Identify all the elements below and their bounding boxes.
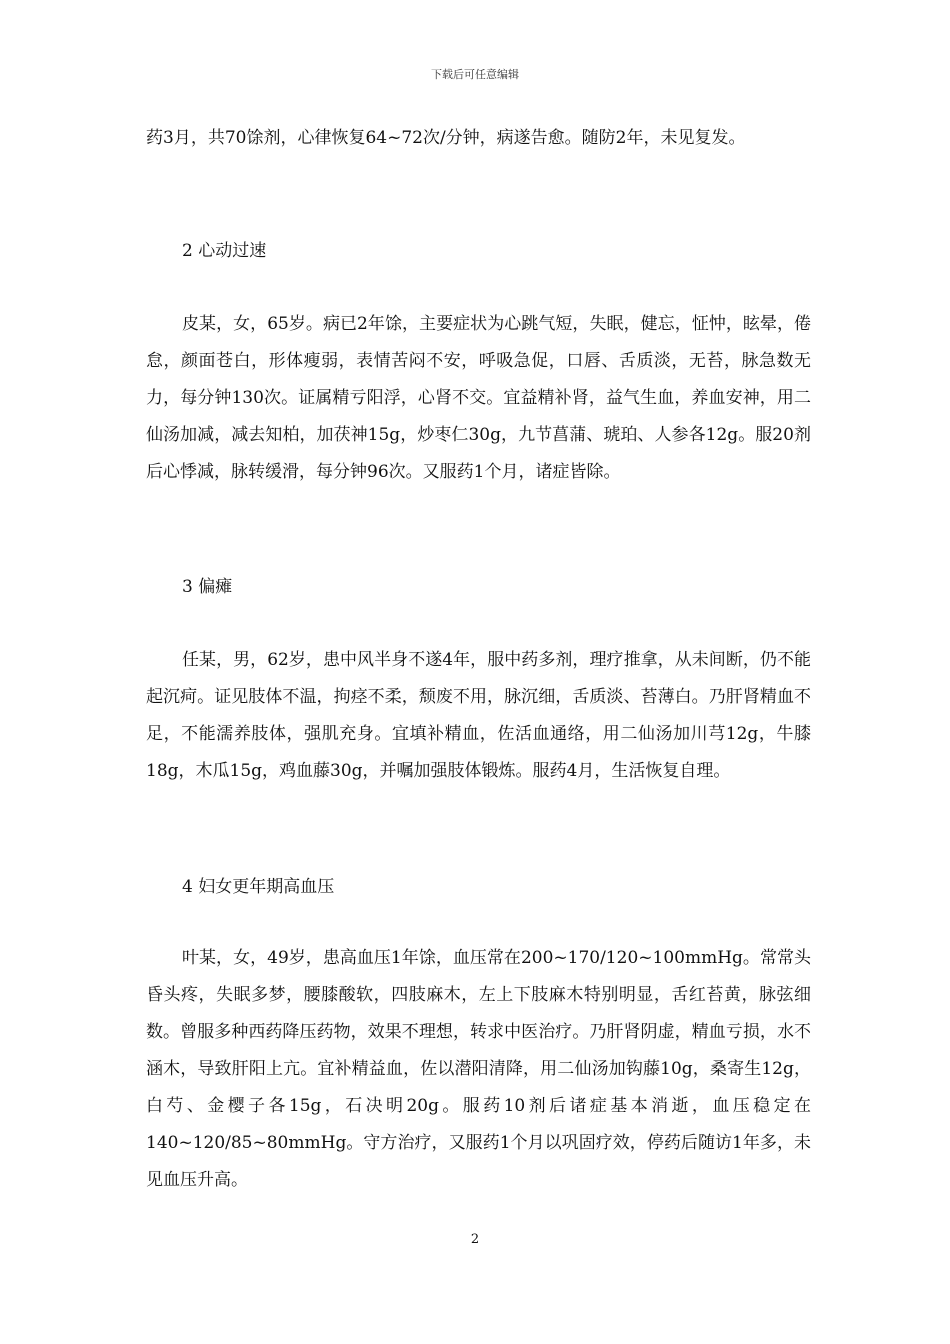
paragraph-continued: 药3月，共70馀剂，心律恢复64~72次/分钟，病遂告愈。随防2年，未见复发。	[146, 128, 746, 148]
section-heading-tachycardia: 2 心动过速	[182, 241, 267, 261]
paragraph-case-hemiplegia: 任某，男，62岁，患中风半身不遂4年，服中药多剂，理疗推拿，从未间断，仍不能起沉疴。证见肢体不温，拘痉不柔，颓废不用，脉沉细，舌质淡、苔薄白。乃肝肾精血不足，不能濡养肢体，强肌充身。宜填补精血，佐活血通络，用二仙汤加川芎12g，牛膝18g，木瓜15g，鸡血藤30g，并嘱加强肢体锻炼。服药4月，生活恢复自理。	[146, 650, 811, 781]
page-number: 2	[470, 1232, 480, 1247]
page-header: 下载后可任意编辑	[431, 68, 519, 81]
section-heading-hemiplegia: 3 偏瘫	[182, 577, 233, 597]
paragraph-case-tachycardia: 皮某，女，65岁。病已2年馀，主要症状为心跳气短，失眠，健忘，怔忡，眩晕，倦怠，颜面苍白，形体瘦弱，表情苦闷不安，呼吸急促，口唇、舌质淡，无苔，脉急数无力，每分钟130次。证属精亏阳浮，心肾不交。宜益精补肾，益气生血，养血安神，用二仙汤加减，减去知柏，加茯神15g，炒枣仁30g，九节菖蒲、琥珀、人参各12g。服20剂后心悸减，脉转缓滑，每分钟96次。又服药1个月，诸症皆除。	[146, 314, 811, 482]
section-heading-hypertension: 4 妇女更年期高血压	[182, 877, 335, 897]
paragraph-case-hypertension: 叶某，女，49岁，患高血压1年馀，血压常在200~170/120~100mmHg。常常头昏头疼，失眠多梦，腰膝酸软，四肢麻木，左上下肢麻木特别明显，舌红苔黄，脉弦细数。曾服多种西药降压药物，效果不理想，转求中医治疗。乃肝肾阴虚，精血亏损，水不涵木，导致肝阳上亢。宜补精益血，佐以潜阳清降，用二仙汤加钩藤10g，桑寄生12g，白芍、金樱子各15g，石决明20g。服药10剂后诸症基本消逝，血压稳定在140~120/85~80mmHg。守方治疗，又服药1个月以巩固疗效，停药后随访1年多，未见血压升高。	[146, 948, 811, 1190]
